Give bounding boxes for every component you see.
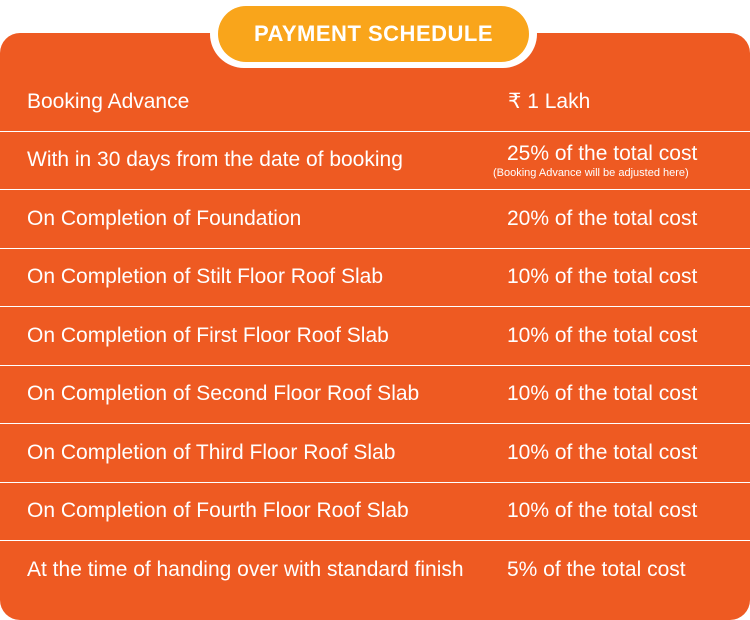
row-value-text: 20% of the total cost [507, 206, 698, 230]
row-value [507, 366, 697, 424]
row-label: At the time of handing over with standard finish [27, 558, 464, 582]
row-value-text: 10% of the total cost [507, 440, 698, 464]
table-row [0, 541, 750, 600]
row-value-text: 10% of the total cost [507, 382, 698, 406]
row-value [508, 73, 590, 131]
schedule-table [0, 73, 750, 600]
row-value [507, 307, 697, 365]
row-value [507, 424, 697, 482]
row-value [507, 541, 686, 600]
row-value-text: ₹ 1 Lakh [508, 90, 591, 114]
row-value-text: 25% of the total cost [507, 141, 698, 165]
row-label: On Completion of Third Floor Roof Slab [27, 440, 396, 464]
row-value [507, 249, 697, 307]
row-value [493, 132, 698, 190]
row-value [507, 483, 697, 541]
row-value-note: (Booking Advance will be adjusted here) [493, 166, 689, 179]
table-row [0, 424, 750, 483]
title-badge [210, 0, 537, 68]
row-label: Booking Advance [27, 89, 190, 113]
row-value-text: 10% of the total cost [507, 265, 698, 289]
table-row [0, 483, 750, 542]
table-row [0, 73, 750, 132]
row-value-text: 10% of the total cost [507, 323, 698, 347]
table-row [0, 132, 750, 191]
table-row [0, 190, 750, 249]
row-label: On Completion of First Floor Roof Slab [27, 323, 389, 347]
row-label: On Completion of Foundation [27, 206, 302, 230]
row-value-text: 5% of the total cost [507, 558, 686, 582]
row-label: On Completion of Fourth Floor Roof Slab [27, 499, 409, 523]
table-row [0, 249, 750, 308]
row-label: On Completion of Stilt Floor Roof Slab [27, 265, 383, 289]
row-value [507, 190, 697, 248]
page-title: PAYMENT SCHEDULE [218, 6, 529, 62]
row-label: On Completion of Second Floor Roof Slab [27, 382, 420, 406]
table-row [0, 307, 750, 366]
schedule-panel [0, 33, 750, 620]
row-label: With in 30 days from the date of booking [27, 148, 403, 172]
row-value-text: 10% of the total cost [507, 499, 698, 523]
table-row [0, 366, 750, 425]
